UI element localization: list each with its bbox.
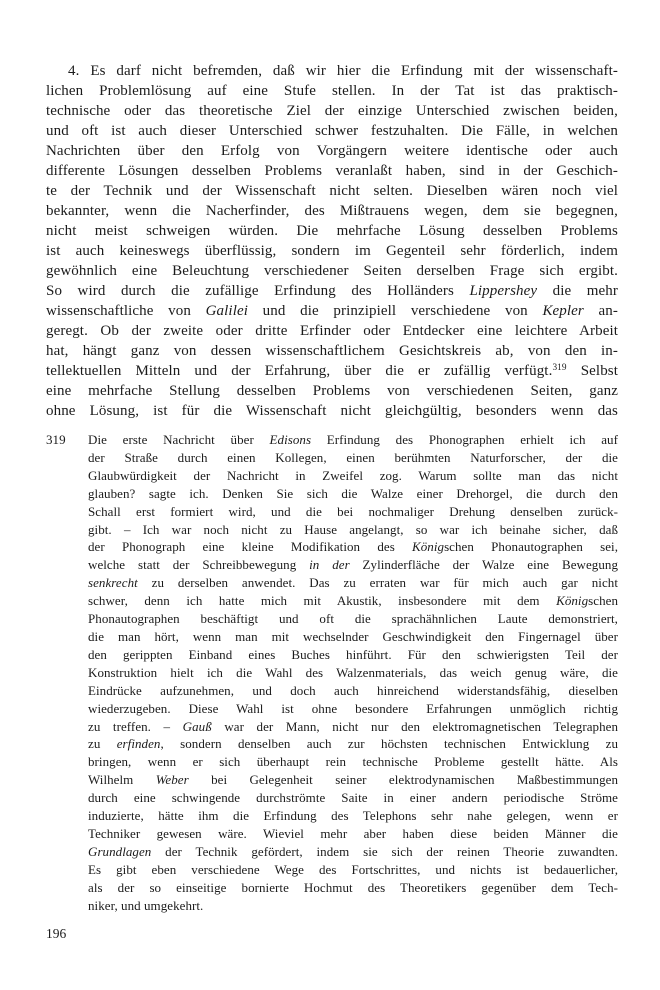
text-line: [88, 735, 618, 753]
text-segment: bekannter, wenn die Nacherfinder, des Mißtrauens wegen, dem sie begegnen,: [46, 203, 618, 219]
text-line: [88, 556, 618, 574]
text-line: [88, 753, 618, 771]
text-segment: König: [412, 539, 445, 555]
text-segment: , sondern denselben auch zur höchsten technischen Entwicklung zu: [160, 736, 618, 752]
text-segment: Erfindung des Phonographen erhielt ich auf: [311, 432, 618, 447]
text-segment: schen Phonautographen sei,: [444, 539, 618, 555]
text-segment: in der: [309, 557, 350, 573]
text-segment: differente Lösungen desselben Problems veranlaßt haben, sind in der Geschich-: [46, 163, 618, 179]
text-segment: schen: [588, 593, 618, 609]
text-line: [88, 664, 618, 682]
text-segment: Selbst: [566, 363, 618, 379]
body-text: [46, 61, 618, 421]
text-line: [88, 449, 618, 467]
text-line: [88, 521, 618, 539]
text-segment: Zylinderfläche der Walze eine Bewegung: [349, 557, 618, 573]
text-segment: zu derselben anwendet. Das zu erraten war für mich auch gar nicht: [137, 575, 618, 591]
text-line: [46, 81, 618, 101]
text-line: [46, 241, 618, 261]
text-segment: schwer, denn ich hatte mich mit Akustik, insbesondere mit dem: [88, 593, 557, 609]
text-line: [88, 807, 618, 825]
text-segment: bei Gelegenheit seiner elektrodynamischen Maßbestimmungen: [188, 772, 619, 788]
text-line: [88, 467, 618, 485]
text-line: [46, 321, 618, 341]
text-segment: niker, und umgekehrt.: [88, 897, 204, 913]
text-segment: an-: [583, 303, 618, 319]
text-segment: zu treffen. –: [88, 718, 183, 734]
text-line: [46, 281, 618, 301]
text-line: [46, 101, 618, 121]
text-segment: den gerippten Einband eines Buches hinführt. Für den schwierigsten Teil der: [88, 646, 618, 662]
text-segment: eine mehrfache Stellung desselben Problems von verschiedenen Seiten, ganz: [46, 383, 618, 399]
text-line: [46, 181, 618, 201]
text-segment: Kepler: [542, 303, 584, 319]
text-segment: erfinden: [116, 736, 161, 752]
text-line: [88, 861, 618, 879]
footnote-section: [46, 431, 618, 914]
text-line: [88, 897, 618, 915]
text-line: [88, 431, 618, 449]
text-line: [88, 879, 618, 897]
text-line: [46, 401, 618, 421]
text-segment: Galilei: [205, 303, 248, 319]
text-segment: Wilhelm: [88, 772, 156, 788]
text-line: [46, 221, 618, 241]
text-line: [88, 503, 618, 521]
text-segment: als der so einseitige bornierte Hochmut des Theoretikers gegenüber dem Tech-: [88, 879, 618, 895]
text-segment: Lippershey: [469, 283, 538, 299]
text-line: [46, 381, 618, 401]
text-line: [46, 161, 618, 181]
text-segment: gewöhnlich eine Beleuchtung verschiedener Seiten derselben Frage sich ergibt.: [46, 263, 618, 279]
text-line: [46, 301, 618, 321]
text-line: [46, 141, 618, 161]
text-line: [88, 825, 618, 843]
text-line: [88, 610, 618, 628]
text-line: [88, 646, 618, 664]
text-segment: lichen Problemlösung auf eine Stufe stellen. In der Tat ist das praktisch-: [46, 83, 618, 99]
text-segment: der Phonograph eine kleine Modifikation des: [88, 539, 413, 555]
text-segment: zu: [88, 736, 117, 752]
text-segment: gibt. – Ich war noch nicht zu Hause angelangt, so war ich beinahe sicher, daß: [88, 521, 618, 537]
text-segment: technische oder das theoretische Ziel der einzige Unterschied zwischen beiden,: [46, 103, 618, 119]
text-segment: der Straße durch einen Kollegen, einen berühmten Naturforscher, der die: [88, 449, 618, 465]
text-segment: Weber: [155, 772, 189, 788]
text-segment: ohne Lösung, ist für die Wissenschaft nicht gleichgültig, besonders wenn das: [46, 403, 618, 419]
text-line: [88, 592, 618, 610]
text-segment: und oft ist auch dieser Unterschied schwer festzuhalten. Die Fälle, in welchen: [46, 123, 618, 139]
text-segment: nicht meist schweigen würden. Die mehrfache Lösung desselben Problems: [46, 223, 618, 239]
text-segment: tellektuellen Mitteln und der Erfahrung, über die er zufällig verfügt.: [46, 363, 553, 379]
text-line: [88, 771, 618, 789]
text-segment: welche statt der Schreibbewegung: [88, 557, 310, 573]
text-segment: und die prinzipiell verschiedene von: [248, 303, 543, 319]
text-line: [88, 538, 618, 556]
text-segment: Grundlagen: [88, 843, 152, 859]
text-segment: wiederzugeben. Diese Wahl ist ohne besondere Erfahrungen unmöglich richtig: [88, 700, 618, 716]
text-line: [88, 574, 618, 592]
text-segment: Gauß: [182, 718, 212, 734]
text-segment: durch eine schwingende durchströmte Saite in einer andern periodische Ströme: [88, 790, 618, 806]
text-line: [88, 485, 618, 503]
text-segment: glauben? sagte ich. Denken Sie sich die Walze einer Drehorgel, die durch den: [88, 485, 618, 501]
text-line: [46, 361, 618, 381]
text-segment: 4. Es darf nicht befremden, daß wir hier die Erfindung mit der wissenschaft-: [68, 63, 618, 79]
text-line: [46, 121, 618, 141]
text-line: [46, 201, 618, 221]
text-segment: ist auch keineswegs überflüssig, sondern im Gegenteil sehr förderlich, indem: [46, 243, 618, 259]
text-segment: Edisons: [269, 432, 312, 447]
text-line: [88, 700, 618, 718]
text-segment: Techniker gewesen wäre. Wieviel mehr aber haben diese beiden Männer die: [88, 825, 618, 841]
text-segment: die man hört, wenn man mit wechselnder Geschwindigkeit den Fingernagel über: [88, 628, 618, 644]
text-line: [88, 718, 618, 736]
page-number: 196: [46, 926, 67, 941]
text-segment: Eindrücke aufzunehmen, und doch auch hinreichend widerstandsfähig, dieselben: [88, 682, 618, 698]
text-segment: Phonautographen beschäftigt und oft die sprachähnlichen Laute demonstriert,: [88, 611, 618, 627]
text-segment: wissenschaftliche von: [46, 303, 206, 319]
text-segment: der Technik gefördert, indem sie sich der reinen Theorie zuwandten.: [151, 843, 618, 859]
text-segment: Glaubwürdigkeit der Nachricht in Zweifel zog. Warum sollte man das nicht: [88, 467, 618, 483]
text-segment: König: [556, 593, 589, 609]
text-line: [46, 61, 618, 81]
footnote-text: [88, 431, 618, 914]
text-segment: Konstruktion hielt ich die Wahl des Walzenmaterials, das weich genug wäre, die: [88, 664, 618, 680]
text-segment: Nachrichten über den Erfolg von Vorgängern weitere identische oder auch: [46, 143, 618, 159]
text-segment: die mehr: [537, 283, 618, 299]
footnote-number: 319: [46, 432, 66, 447]
text-line: [46, 261, 618, 281]
text-line: [88, 789, 618, 807]
text-segment: induzierte, hätte ihm die Erfindung des Telephons sehr nahe gelegen, wenn er: [88, 808, 618, 824]
text-line: [88, 843, 618, 861]
text-segment: Die erste Nachricht über: [88, 432, 270, 447]
text-segment: geregt. Ob der zweite oder dritte Erfinder oder Entdecker eine leichtere Arbeit: [46, 323, 618, 339]
text-segment: war der Mann, nicht nur den elektromagnetischen Telegraphen: [211, 718, 619, 734]
text-segment: te der Technik und der Wissenschaft nicht selten. Dieselben wären noch viel: [46, 183, 618, 199]
text-line: [88, 628, 618, 646]
text-line: [46, 341, 618, 361]
text-segment: bringen, wenn er sich überhaupt rein technische Probleme gestellt hätte. Als: [88, 754, 618, 770]
text-segment: Es gibt eben verschiedene Wege des Fortschrittes, und nichts ist bedauerlicher,: [88, 861, 618, 877]
text-segment: senkrecht: [88, 575, 138, 591]
text-line: [88, 682, 618, 700]
text-segment: Schall erst formiert wird, und die bei nochmaliger Drehung denselben zurück-: [88, 503, 618, 519]
footnote-reference: 319: [552, 362, 567, 373]
text-segment: So wird durch die zufällige Erfindung des Holländers: [46, 283, 470, 299]
text-segment: hat, hängt ganz von dessen wissenschaftlichem Gesichtskreis ab, von den in-: [46, 343, 618, 359]
